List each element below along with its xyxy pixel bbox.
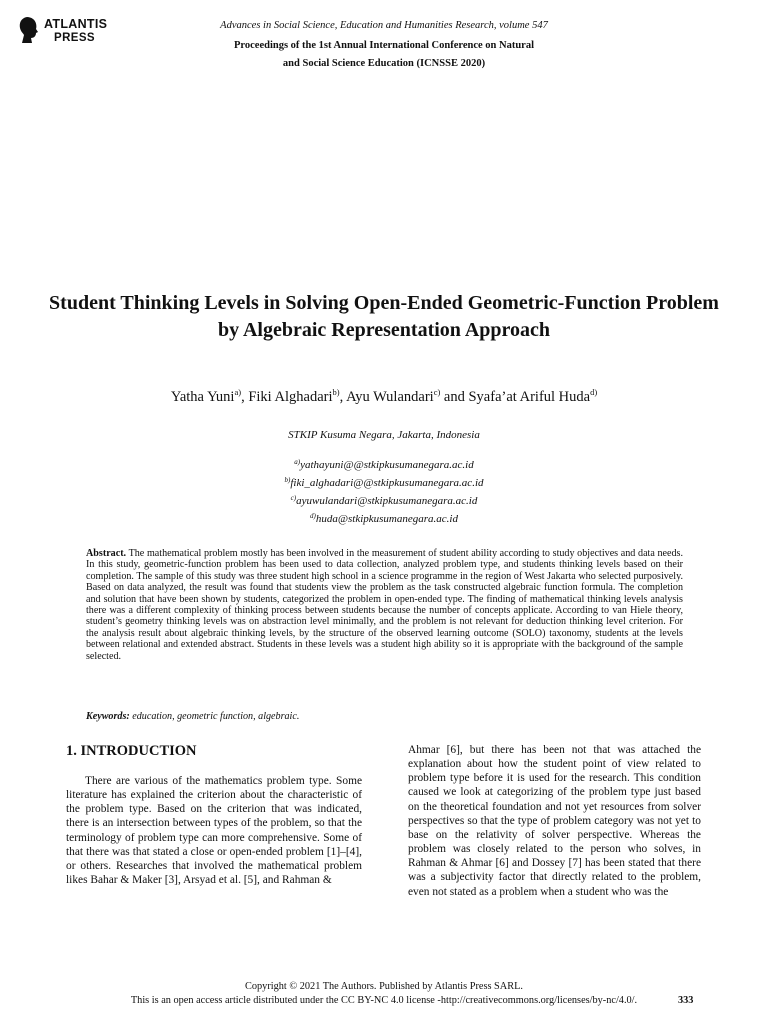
email-mark: d): [310, 512, 316, 520]
body-right-column: Ahmar [6], but there has been not that was attached the explanation about how the student point of view related to problem type before it is used for the research. This condition caused we look at categorizing of the problem type just based on the theoretical foundation and not yet resources from solver perspectives so that the type of problem category was not yet to base on the relativity of solver perspective. Whereas the problem was closely related to the person who solves, in Rahman & Ahmar [6] and Dossey [7] has been stated that there was a subjectivity factor that directly related to the problem, even not stated as a problem when a student who was the: [408, 744, 701, 898]
author-mark: d): [590, 387, 598, 397]
email-line: [0, 491, 768, 509]
author-mark: c): [433, 387, 441, 397]
author-mark: b): [332, 387, 340, 397]
email-mark: a): [294, 458, 301, 466]
author-list: [0, 387, 768, 406]
abstract: [86, 548, 683, 662]
author-separator: ,: [241, 389, 249, 405]
keywords: [86, 711, 683, 722]
author-name: Syafa’at Ariful Huda: [468, 389, 591, 405]
keywords-text: education, geometric function, algebraic.: [132, 711, 300, 722]
email-list: [0, 455, 768, 527]
logo-text-press: PRESS: [54, 32, 95, 44]
email-mark: c): [290, 494, 297, 502]
page-number: 333: [678, 995, 694, 1006]
section-number: 1.: [66, 743, 77, 759]
section-heading: [66, 743, 197, 760]
abstract-label: Abstract.: [86, 548, 127, 559]
email-line: [0, 455, 768, 473]
email-line: [0, 509, 768, 527]
conference-header-line-2: and Social Science Education (ICNSSE 2020): [282, 58, 486, 69]
email-mark: b): [284, 476, 291, 484]
email-line: [0, 473, 768, 491]
author-mark: a): [234, 387, 242, 397]
author-separator: and: [440, 389, 469, 405]
author-name: Yatha Yuni: [170, 389, 235, 405]
affiliation: STKIP Kusuma Negara, Jakarta, Indonesia: [288, 429, 480, 441]
keywords-label: Keywords:: [86, 711, 130, 722]
paper-title: Student Thinking Levels in Solving Open-Ended Geometric-Function Problem by Algebraic Representation Approach: [49, 292, 719, 341]
body-left-column: There are various of the mathematics problem type. Some literature has explained the criterion about the characteristic of the problem type. Based on the criterion that was indicated, there is an intersection between types of the problem, so that the terminology of problem type can more comprehensive. Some of that there was that stated a close or open-ended problem [1]–[4], or others. Researches that involved the mathematical problem likes Bahar & Maker [3], Arsyad et al. [5], and Rahman &: [66, 775, 362, 887]
email-address[interactable]: fiki_alghadari@@stkipkusumanegara.ac.id: [290, 477, 484, 489]
copyright-notice: Copyright © 2021 The Authors. Published by Atlantis Press SARL.: [245, 981, 523, 992]
section-title: INTRODUCTION: [80, 743, 197, 759]
logo-text-atlantis: ATLANTIS: [44, 17, 108, 31]
journal-header: Advances in Social Science, Education and Humanities Research, volume 547: [220, 20, 548, 31]
license-notice: This is an open access article distributed under the CC BY-NC 4.0 license -http://creativecommons.org/licenses/by-nc/4.0/.: [130, 995, 638, 1006]
author-separator: ,: [339, 389, 347, 405]
conference-header-line-1: Proceedings of the 1st Annual International Conference on Natural: [233, 40, 535, 51]
email-address[interactable]: ayuwulandari@stkipkusumanegara.ac.id: [296, 495, 478, 507]
author-name: Ayu Wulandari: [346, 389, 434, 405]
abstract-text: The mathematical problem mostly has been involved in the measurement of student ability according to study objectives and data needs. In this study, geometric-function problem has been used to data collection, analyzed problem type, and students thinking levels based on their completion. The sample of this study was three student high school in a science programme in the region of West Jakarta who selected purposively. Based on data analyzed, the result was found that students view the problem as the task constructed algebraic function formula. The completion and solution that have been shown by students, categorized the problem in open-ended type. The finding of mathematical thinking levels analysis there was a different complexity of thinking process between students because the number of concepts applicate. According to van Hiele theory, student’s geometry thinking levels was on abstraction level minimally, and the problem is not relevant for deduction thinking level criterion. For the analysis result about algebraic thinking levels, by the structure of the observed learning outcome (SOLO) taxonomy, students at the levels between relational and extended abstract. Students in these levels was a student high ability so it is appropriate with the background of the sample selected.: [86, 548, 684, 662]
author-name: Fiki Alghadari: [248, 389, 333, 405]
email-address[interactable]: yathayuni@@stkipkusumanegara.ac.id: [300, 459, 474, 471]
email-address[interactable]: huda@stkipkusumanegara.ac.id: [315, 513, 458, 525]
